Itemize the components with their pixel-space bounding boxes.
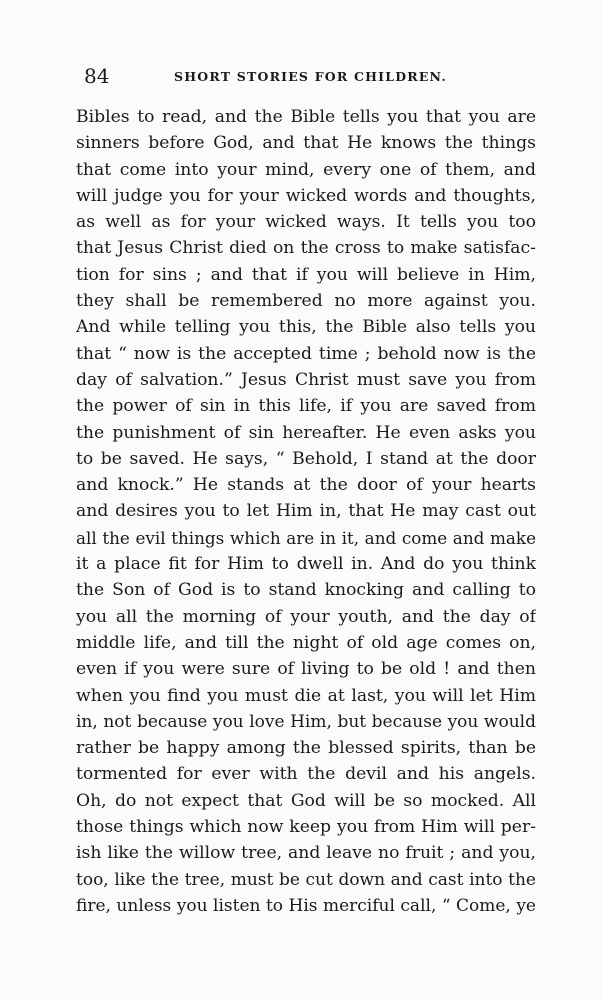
text-line: and knock.” He stands at the door of your hearts — [76, 475, 536, 496]
text-line: to be saved. He says, “ Behold, I stand at the door — [76, 448, 536, 469]
page-number: 84 — [84, 64, 110, 88]
text-line: when you find you must die at last, you will let Him — [76, 685, 536, 706]
text-line: those things which now keep you from Him will per- — [76, 817, 536, 838]
text-line: you all the morning of your youth, and the day of — [76, 606, 536, 627]
text-line: day of salvation.” Jesus Christ must save you from — [76, 369, 536, 390]
text-line: the punishment of sin hereafter. He even asks you — [76, 422, 536, 443]
running-head: SHORT STORIES FOR CHILDREN. — [174, 69, 447, 84]
page-header — [84, 64, 528, 88]
text-line: that Jesus Christ died on the cross to make satisfac- — [76, 238, 536, 259]
text-line: Bibles to read, and the Bible tells you that you are — [76, 107, 536, 127]
text-line: tion for sins ; and that if you will believe in Him, — [76, 264, 536, 285]
text-line: in, not because you love Him, but because you would — [76, 711, 536, 732]
text-line: that come into your mind, every one of them, and — [76, 159, 536, 180]
text-line: And while telling you this, the Bible also tells you — [76, 317, 536, 338]
text-line: they shall be remembered no more against you. — [76, 291, 536, 312]
text-line: the power of sin in this life, if you are saved from — [76, 396, 536, 417]
text-line: all the evil things which are in it, and come and make — [76, 527, 536, 548]
text-line: will judge you for your wicked words and thoughts, — [76, 185, 536, 206]
text-line: Oh, do not expect that God will be so mocked. All — [76, 790, 536, 811]
text-line: sinners before God, and that He knows the things — [76, 133, 536, 154]
text-line: tormented for ever with the devil and his angels. — [76, 764, 536, 785]
text-line: it a place fit for Him to dwell in. And do you think — [76, 554, 536, 575]
text-line: that “ now is the accepted time ; behold now is the — [76, 343, 536, 364]
text-line: middle life, and till the night of old age comes on, — [76, 632, 536, 653]
text-line: the Son of God is to stand knocking and calling to — [76, 580, 536, 601]
text-line: ish like the willow tree, and leave no fruit ; and you, — [76, 843, 536, 864]
text-line: and desires you to let Him in, that He may cast out — [76, 501, 536, 522]
body-text — [76, 104, 536, 919]
text-line: fire, unless you listen to His merciful call, “ Come, ye — [76, 895, 536, 916]
text-line: rather be happy among the blessed spirits, than be — [76, 738, 536, 759]
text-line: as well as for your wicked ways. It tells you too — [76, 212, 536, 233]
text-line: even if you were sure of living to be old ! and then — [76, 659, 536, 680]
text-line: too, like the tree, must be cut down and cast into the — [76, 869, 536, 890]
